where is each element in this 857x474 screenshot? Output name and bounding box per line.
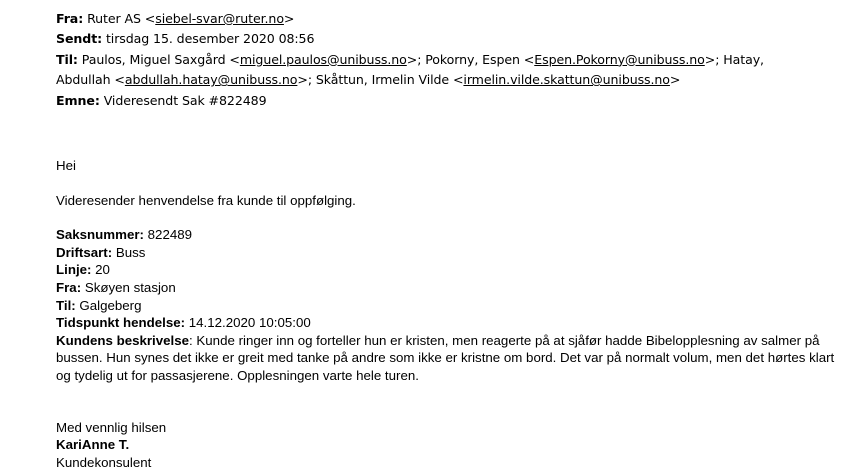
field-value: 14.12.2020 10:05:00 (185, 315, 311, 331)
field-label: Driftsart: (56, 244, 113, 260)
signature-closing: Med vennlig hilsen (56, 419, 167, 435)
from-line (56, 9, 846, 29)
field-label: Saksnummer: (56, 227, 144, 243)
from-name: Ruter AS < (87, 11, 156, 26)
field-to (56, 297, 846, 315)
to-part-5: >; Skåttun, Irmelin Vilde < (297, 72, 464, 88)
email-body (56, 157, 846, 471)
to-email-link-1[interactable]: miguel.paulos@unibuss.no (239, 51, 407, 67)
field-value: : Kunde ringer inn og forteller hun er kristen, men reagerte på at sjåfør hadde Bibelopplesning av salmer på bussen. Hun synes det ikke er greit med tanke på andre som ikke er kristne om bord. Det var på normalt volum, men det hørtes klart og tydelig ut for passasjerene. Opplesningen varte hele turen. (56, 332, 838, 383)
field-label: Fra: (56, 280, 82, 295)
to-email-link-2[interactable]: Espen.Pokorny@unibuss.no (534, 51, 705, 67)
from-close: > (283, 11, 295, 26)
greeting: Hei (56, 158, 76, 174)
field-label: Til: (56, 297, 76, 313)
field-customer-description (56, 332, 846, 385)
to-email-link-3[interactable]: abdullah.hatay@unibuss.no (124, 72, 298, 88)
field-value: 20 (91, 262, 110, 278)
to-part-2: >; Pokorny, Espen < (406, 51, 535, 67)
to-part-3: >; Hatay, (704, 51, 764, 67)
to-part-6: > (669, 72, 681, 88)
to-email-link-4[interactable]: irmelin.vilde.skattun@unibuss.no (463, 72, 670, 88)
subject-label: Emne: (56, 92, 100, 108)
signature-name: KariAnne T. (56, 437, 130, 453)
field-incident-time (56, 314, 846, 332)
sent-label: Sendt: (56, 31, 103, 47)
field-label: Tidspunkt hendelse: (56, 315, 186, 331)
to-part-4: Abdullah < (56, 72, 125, 88)
signature-title: Kundekonsulent (56, 454, 152, 470)
from-email-link[interactable]: siebel-svar@ruter.no (155, 11, 284, 26)
field-case-number (56, 226, 846, 244)
field-from (56, 279, 846, 297)
to-part-1: Paulos, Miguel Saxgård < (81, 51, 240, 67)
to-line (56, 50, 846, 91)
subject-value: Videresendt Sak #822489 (103, 92, 267, 108)
field-value: Buss (112, 244, 146, 260)
field-value: Galgeberg (75, 297, 142, 313)
signature (56, 419, 846, 472)
field-operation-type (56, 244, 846, 262)
field-value: Skøyen stasjon (81, 280, 176, 295)
field-label: Kundens beskrivelse (56, 332, 190, 348)
sent-line (56, 29, 846, 49)
field-label: Linje: (56, 262, 92, 278)
field-value: 822489 (143, 227, 193, 243)
email-header (56, 9, 846, 111)
to-label: Til: (56, 51, 78, 67)
case-fields (56, 226, 846, 384)
subject-line (56, 91, 846, 111)
sent-value: tirsdag 15. desember 2020 08:56 (105, 31, 315, 47)
field-line (56, 261, 846, 279)
from-label: Fra: (56, 11, 84, 26)
intro-text: Videresender henvendelse fra kunde til oppfølging. (56, 192, 356, 208)
email-content (56, 9, 846, 471)
